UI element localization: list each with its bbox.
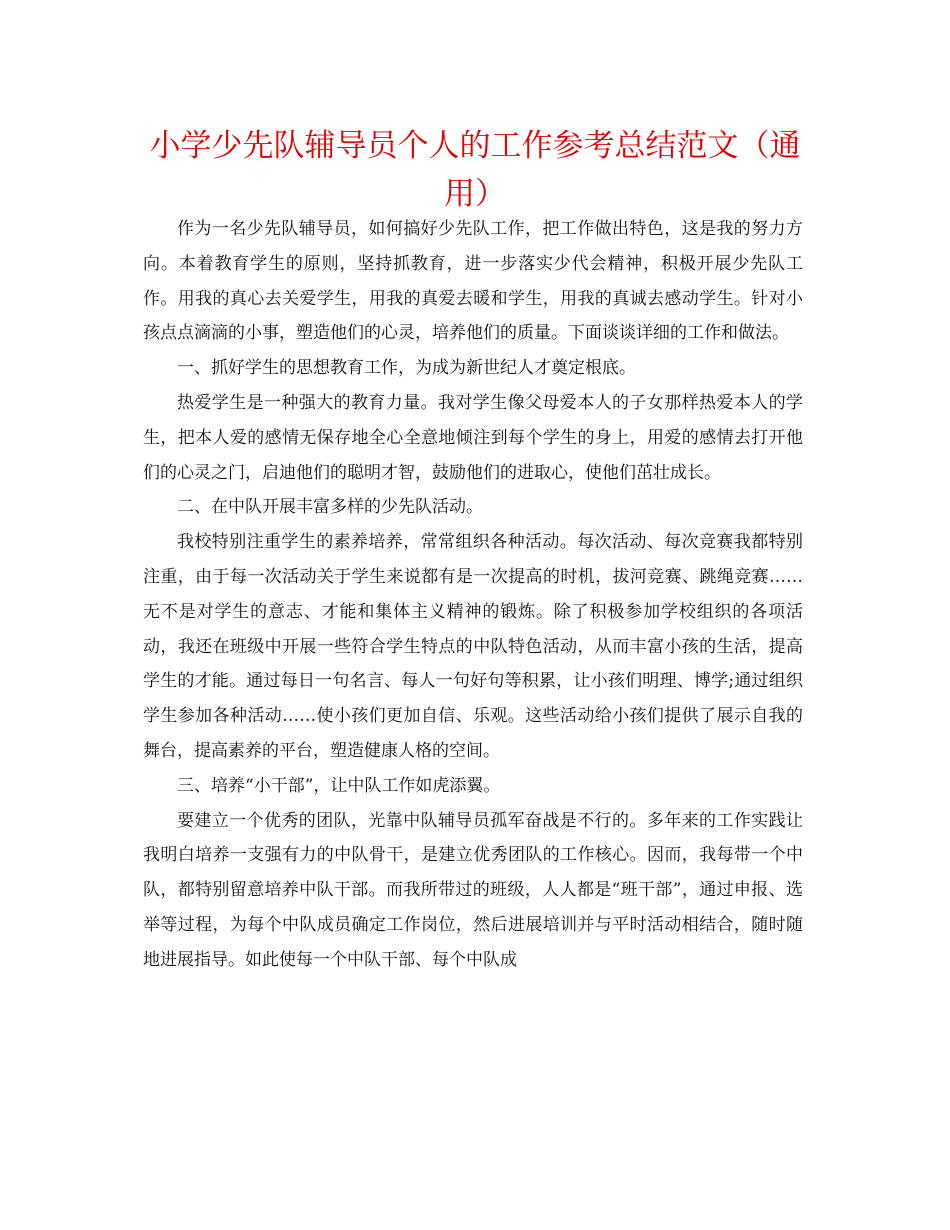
- intro-paragraph: 作为一名少先队辅导员，如何搞好少先队工作，把工作做出特色，这是我的努力方向。本着教育学生的原则，坚持抓教育，进一步落实少代会精神，积极开展少先队工作。用我的真心去关爱学生，用我的真爱去暖和学生，用我的真诚去感动学生。针对小孩点点滴滴的小事，塑造他们的心灵，培养他们的质量。下面谈谈详细的工作和做法。: [143, 219, 803, 344]
- section-heading-2: 二、在中队开展丰富多样的少先队活动。: [177, 497, 483, 518]
- section-paragraph-3: 要建立一个优秀的团队，光靠中队辅导员孤军奋战是不行的。多年来的工作实践让我明白培养一支强有力的中队骨干，是建立优秀团队的工作核心。因而，我每带一个中队，都特别留意培养中队干部。而我所带过的班级，人人都是“班干部”，通过申报、选举等过程，为每个中队成员确定工作岗位，然后进展培训并与平时活动相结合，随时随地进展指导。如此使每一个中队干部、每个中队成: [143, 810, 803, 970]
- section-heading-1: 一、抓好学生的思想教育工作，为成为新世纪人才奠定根底。: [177, 358, 636, 379]
- section-paragraph-2: 我校特别注重学生的素养培养，常常组织各种活动。每次活动、每次竞赛我都特别注重，由于每一次活动关于学生来说都有是一次提高的时机，拔河竞赛、跳绳竞赛……无不是对学生的意志、才能和集体主义精神的锻炼。除了积极参加学校组织的各项活动，我还在班级中开展一些符合学生特点的中队特色活动，从而丰富小孩的生活，提高学生的才能。通过每日一句名言、每人一句好句等积累，让小孩们明理、博学;通过组织学生参加各种活动……使小孩们更加自信、乐观。这些活动给小孩们提供了展示自我的舞台，提高素养的平台，塑造健康人格的空间。: [143, 532, 803, 761]
- document-body: [143, 212, 803, 978]
- section-heading-3: 三、培养“小干部”，让中队工作如虎添翼。: [177, 775, 501, 796]
- document-title: 小学少先队辅导员个人的工作参考总结范文（通用）: [149, 128, 801, 212]
- section-paragraph-1: 热爱学生是一种强大的教育力量。我对学生像父母爱本人的子女那样热爱本人的学生，把本人爱的感情无保存地全心全意地倾注到每个学生的身上，用爱的感情去打开他们的心灵之门，启迪他们的聪明才智，鼓励他们的进取心，使他们茁壮成长。: [143, 392, 803, 483]
